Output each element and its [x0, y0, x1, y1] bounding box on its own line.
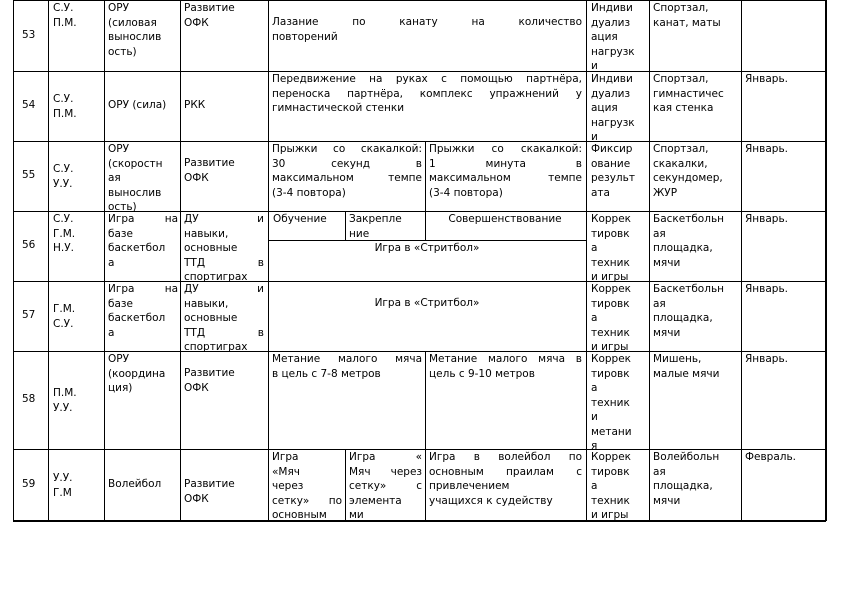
equipment-cell-line: Мишень,: [653, 353, 702, 365]
section-cell-line: Игра на: [108, 283, 178, 295]
students-cell-line: С.У.: [53, 163, 74, 175]
stage-cell: [425, 212, 585, 227]
method-cell: [591, 1, 647, 74]
method-cell-line: я: [591, 440, 598, 452]
equipment-cell: [653, 72, 739, 116]
table-border: [586, 0, 587, 521]
content-cell-line: гимнастической стенки: [272, 102, 405, 114]
section-cell-line: ОРУ (сила): [108, 99, 167, 111]
equipment-cell: [653, 282, 739, 340]
equipment-cell-line: площадка,: [653, 312, 713, 324]
date-cell: [745, 72, 823, 87]
students-cell: [53, 212, 103, 256]
students-cell: [53, 92, 103, 121]
stage-cell: [273, 212, 343, 227]
section-cell: [108, 98, 178, 113]
method-cell-line: и игры: [591, 271, 629, 283]
content-cell: [272, 72, 582, 116]
table-border: [345, 211, 346, 240]
section-cell-line: (силовая: [108, 16, 157, 29]
row-number-line: 56: [22, 239, 36, 251]
equipment-cell-line: малые мячи: [653, 367, 720, 380]
lesson-plan-table: [13, 0, 825, 521]
task-cell: [184, 282, 264, 355]
table-border: [104, 0, 105, 521]
method-cell-line: а: [591, 480, 598, 492]
content-a-cell-line: через: [272, 480, 304, 492]
content-b-cell-line: Прыжки со скакалкой:: [429, 143, 582, 155]
stage-cell: [349, 212, 423, 241]
method-cell: [591, 212, 647, 285]
students-cell-line: Г.М.: [53, 303, 76, 315]
equipment-cell-line: ая: [653, 465, 666, 478]
equipment-cell: [653, 212, 739, 270]
students-cell-line: Г.М: [53, 486, 72, 499]
content-a-cell-line: основным: [272, 509, 327, 521]
table-border: [649, 0, 650, 521]
table-border: [425, 351, 426, 449]
table-border: [180, 0, 181, 521]
students-cell: [53, 302, 103, 331]
students-cell-line: П.М.: [53, 107, 77, 120]
method-cell-line: ация: [591, 102, 618, 114]
row-number: [14, 477, 55, 492]
method-cell-line: ация: [591, 31, 618, 43]
equipment-cell-line: площадка,: [653, 480, 713, 492]
content-cell-line: переноска партнёра, комплекс упражнений у: [272, 87, 582, 100]
method-cell-line: ата: [591, 186, 610, 199]
section-cell-line: (координа: [108, 367, 166, 380]
date-cell: [745, 282, 823, 297]
section-cell-line: (скоростн: [108, 157, 163, 170]
task-cell-line: Развитие: [184, 157, 235, 169]
equipment-cell-line: скакалки,: [653, 157, 708, 170]
task-cell-line: навыки,: [184, 297, 229, 310]
section-cell: [108, 352, 178, 396]
row-number-line: 55: [22, 169, 36, 181]
table-border: [425, 449, 426, 521]
task-cell: [184, 98, 264, 113]
students-cell: [53, 386, 103, 415]
section-cell-line: а: [108, 256, 115, 269]
method-cell: [591, 72, 647, 145]
section-cell: [108, 477, 178, 492]
task-cell: [184, 212, 264, 285]
date-cell-line: Январь.: [745, 213, 788, 225]
method-cell-line: Фиксир: [591, 143, 633, 155]
content-a-cell-line: 30 секунд в: [272, 157, 422, 170]
equipment-cell: [653, 142, 739, 200]
method-cell-line: а: [591, 312, 598, 324]
method-cell-line: и игры: [591, 341, 629, 353]
table-border: [13, 0, 14, 521]
row-number: [14, 238, 55, 253]
section-cell-line: вынослив: [108, 31, 162, 43]
row-number: [14, 28, 55, 43]
task-cell-line: основные: [184, 242, 238, 254]
equipment-cell-line: Баскетбольн: [653, 213, 724, 225]
section-cell-line: Волейбол: [108, 478, 162, 490]
date-cell: [745, 450, 823, 465]
method-cell-line: Коррек: [591, 213, 632, 225]
method-cell: [591, 450, 647, 523]
game-cell-line: Игра в «Стритбол»: [374, 297, 480, 309]
students-cell-line: У.У.: [53, 401, 73, 414]
method-cell-line: Коррек: [591, 283, 632, 295]
method-cell-line: ование: [591, 157, 631, 170]
task-cell-line: Развитие: [184, 2, 235, 14]
section-cell-line: ая: [108, 172, 121, 184]
row-number: [14, 168, 55, 183]
table-border: [345, 449, 346, 521]
row-number-line: 59: [22, 478, 36, 490]
method-cell-line: Индиви: [591, 73, 633, 85]
section-cell-line: ция): [108, 382, 133, 394]
content-b-cell-line: Метание малого мяча в: [429, 353, 582, 365]
students-cell-line: Г.М.: [53, 227, 76, 240]
students-cell: [53, 471, 103, 500]
content-b-cell: [429, 352, 582, 381]
students-cell-line: С.У.: [53, 93, 74, 105]
method-cell-line: результ: [591, 172, 635, 184]
table-border: [741, 0, 742, 521]
date-cell-line: Январь.: [745, 353, 788, 365]
content-a-cell-line: «Мяч: [272, 465, 301, 478]
content-c-cell-line: учащихся к судейству: [429, 494, 553, 507]
method-cell-line: и: [591, 60, 598, 72]
content-b-cell-line: цель с 9-10 метров: [429, 367, 535, 380]
section-cell-line: базе: [108, 297, 133, 310]
content-b-cell-line: Мяч через: [349, 465, 422, 478]
method-cell-line: а: [591, 382, 598, 394]
method-cell-line: а: [591, 242, 598, 254]
method-cell-line: тировк: [591, 465, 630, 478]
method-cell-line: нагрузк: [591, 45, 635, 58]
game-cell-line: Игра в «Стритбол»: [374, 242, 480, 254]
method-cell-line: нагрузк: [591, 116, 635, 129]
task-cell-line: ОФК: [184, 381, 209, 394]
content-b-cell-line: (3-4 повтора): [429, 186, 503, 199]
content-cell-line: Передвижение на руках с помощью партнёра,: [272, 73, 582, 85]
content-cell-line: повторений: [272, 30, 338, 43]
row-number-line: 53: [22, 29, 36, 41]
date-cell-line: Январь.: [745, 143, 788, 155]
task-cell-line: спортиграх: [184, 341, 248, 353]
method-cell-line: тировк: [591, 367, 630, 380]
task-cell-line: ТТД в: [184, 326, 264, 339]
section-cell: [108, 282, 178, 340]
task-cell-line: Развитие: [184, 478, 235, 490]
content-a-cell-line: максимальном темпе: [272, 172, 422, 184]
section-cell-line: ОРУ: [108, 353, 129, 365]
content-a-cell-line: (3-4 повтора): [272, 186, 346, 199]
content-b-cell-line: элемента: [349, 494, 402, 507]
content-a-cell-line: Прыжки со скакалкой:: [272, 143, 422, 155]
content-a-cell: [272, 142, 422, 200]
content-a-cell-line: Метание малого мяча: [272, 353, 422, 365]
table-border: [48, 0, 49, 521]
task-cell-line: ОФК: [184, 16, 209, 29]
content-b-cell-line: ми: [349, 509, 364, 521]
section-cell-line: а: [108, 326, 115, 339]
method-cell-line: Коррек: [591, 353, 632, 365]
content-cell: [272, 15, 582, 44]
date-cell-line: Февраль.: [745, 451, 797, 463]
task-cell-line: навыки,: [184, 227, 229, 240]
equipment-cell-line: Спортзал,: [653, 73, 709, 85]
task-cell-line: Развитие: [184, 367, 235, 379]
content-a-cell: [272, 450, 342, 523]
stage-cell-line: Совершенствование: [448, 213, 562, 225]
task-cell-line: ДУ и: [184, 213, 264, 225]
content-b-cell-line: Игра «: [349, 451, 422, 463]
section-cell: [108, 1, 178, 59]
method-cell-line: дуализ: [591, 87, 631, 100]
students-cell-line: Н.У.: [53, 242, 74, 254]
task-cell-line: ТТД в: [184, 256, 264, 269]
content-a-cell-line: в цель с 7-8 метров: [272, 367, 381, 380]
equipment-cell-line: Спортзал,: [653, 2, 709, 14]
section-cell-line: ость): [108, 45, 137, 58]
equipment-cell: [653, 352, 739, 381]
method-cell-line: дуализ: [591, 16, 631, 29]
section-cell-line: базе: [108, 227, 133, 240]
students-cell-line: С.У.: [53, 2, 74, 14]
content-a-cell-line: Игра: [272, 451, 299, 463]
row-number: [14, 98, 55, 113]
method-cell-line: тировк: [591, 227, 630, 240]
method-cell-line: Коррек: [591, 451, 632, 463]
equipment-cell-line: мячи: [653, 494, 681, 507]
task-cell: [184, 156, 264, 185]
content-b-cell-line: максимальном темпе: [429, 172, 582, 184]
students-cell-line: У.У.: [53, 177, 73, 190]
method-cell-line: метани: [591, 425, 632, 438]
method-cell: [591, 352, 647, 454]
date-cell-line: Январь.: [745, 73, 788, 85]
method-cell-line: техник: [591, 256, 630, 269]
equipment-cell-line: ая: [653, 297, 666, 310]
row-number-line: 57: [22, 309, 36, 321]
students-cell-line: П.М.: [53, 387, 77, 399]
section-cell-line: баскетбол: [108, 242, 166, 254]
equipment-cell-line: ЖУР: [653, 186, 678, 199]
equipment-cell-line: ая: [653, 227, 666, 240]
equipment-cell-line: канат, маты: [653, 16, 721, 29]
students-cell-line: С.У.: [53, 317, 74, 330]
method-cell-line: тировк: [591, 297, 630, 310]
equipment-cell: [653, 1, 739, 30]
date-cell: [745, 212, 823, 227]
row-number: [14, 308, 55, 323]
content-c-cell-line: Игра в волейбол по: [429, 451, 582, 463]
equipment-cell-line: площадка,: [653, 242, 713, 254]
task-cell-line: ОФК: [184, 171, 209, 184]
method-cell-line: и игры: [591, 509, 629, 521]
method-cell-line: и: [591, 131, 598, 143]
task-cell-line: спортиграх: [184, 271, 248, 283]
equipment-cell-line: Спортзал,: [653, 143, 709, 155]
task-cell-line: ДУ и: [184, 283, 264, 295]
section-cell-line: ОРУ: [108, 2, 129, 14]
method-cell: [591, 282, 647, 355]
task-cell: [184, 477, 264, 506]
equipment-cell-line: кая стенка: [653, 102, 714, 114]
equipment-cell: [653, 450, 739, 508]
method-cell-line: техник: [591, 396, 630, 409]
students-cell: [53, 162, 103, 191]
section-cell: [108, 142, 178, 215]
section-cell-line: баскетбол: [108, 312, 166, 324]
content-cell-line: Лазание по канату на количество: [272, 16, 582, 28]
content-a-cell-line: сетку» по: [272, 494, 342, 507]
section-cell-line: Игра на: [108, 213, 178, 225]
content-b-cell: [429, 142, 582, 200]
row-number-line: 54: [22, 99, 36, 111]
table-border: [825, 0, 827, 521]
table-border: [268, 0, 269, 521]
table-border: [425, 141, 426, 211]
content-a-cell: [272, 352, 422, 381]
date-cell: [745, 352, 823, 367]
content-c-cell-line: основным праилам с: [429, 465, 582, 478]
task-cell: [184, 366, 264, 395]
method-cell-line: Индиви: [591, 2, 633, 14]
content-c-cell: [429, 450, 582, 508]
task-cell-line: ОФК: [184, 492, 209, 505]
equipment-cell-line: мячи: [653, 256, 681, 269]
equipment-cell-line: мячи: [653, 326, 681, 339]
section-cell: [108, 212, 178, 270]
task-cell-line: основные: [184, 312, 238, 324]
method-cell: [591, 142, 647, 200]
task-cell: [184, 1, 264, 30]
date-cell-line: Январь.: [745, 283, 788, 295]
content-b-cell-line: 1 минута в: [429, 157, 582, 170]
content-c-cell-line: привлечением: [429, 480, 510, 492]
students-cell-line: С.У.: [53, 213, 74, 225]
task-cell-line: РКК: [184, 99, 206, 111]
equipment-cell-line: Баскетбольн: [653, 283, 724, 295]
row-number-line: 58: [22, 393, 36, 405]
content-b-cell-line: сетку» с: [349, 480, 422, 492]
method-cell-line: техник: [591, 494, 630, 507]
game-cell: [268, 296, 586, 311]
section-cell-line: ОРУ: [108, 143, 129, 155]
stage-cell-line: Обучение: [273, 213, 327, 225]
students-cell-line: У.У.: [53, 472, 73, 484]
section-cell-line: вынослив: [108, 186, 162, 199]
students-cell-line: П.М.: [53, 16, 77, 29]
method-cell-line: и: [591, 411, 598, 423]
section-cell-line: ость): [108, 201, 137, 213]
equipment-cell-line: секундомер,: [653, 172, 723, 184]
content-b-cell: [349, 450, 422, 523]
students-cell: [53, 1, 103, 30]
equipment-cell-line: Волейбольн: [653, 451, 720, 463]
game-cell: [268, 241, 586, 256]
method-cell-line: техник: [591, 326, 630, 339]
date-cell: [745, 142, 823, 157]
stage-cell-line: Закрепле ние: [349, 213, 402, 240]
equipment-cell-line: гимнастичес: [653, 87, 724, 100]
row-number: [14, 392, 55, 407]
